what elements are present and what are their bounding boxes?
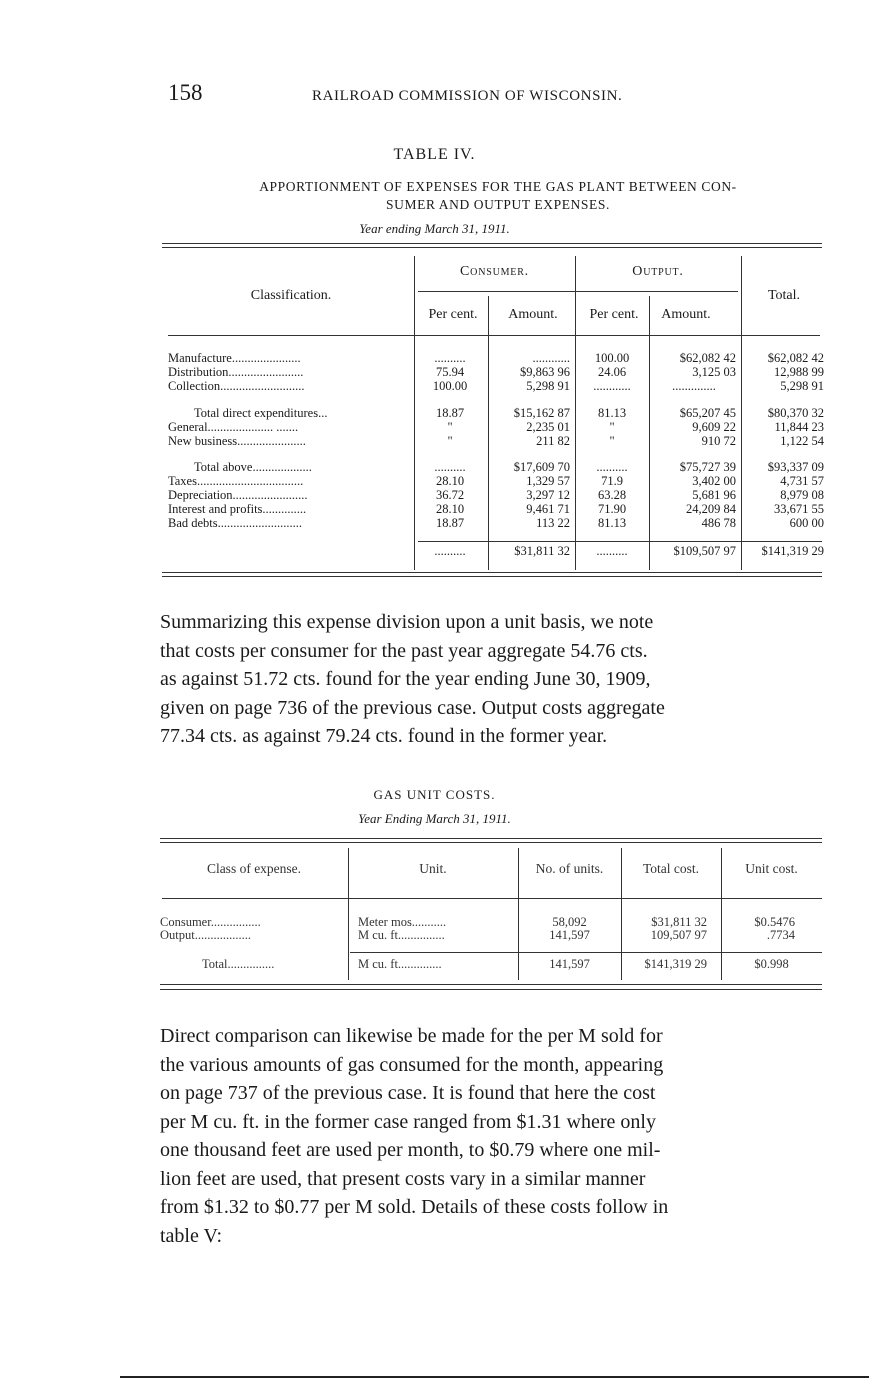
text-line: that costs per consumer for the past year aggregate 54.76 cts. [160,639,648,662]
header-consumer-amount: Amount. [508,307,558,322]
t4-cell: 100.00 [432,379,468,393]
page-edge-line [120,1376,869,1378]
t4-cell: 5,681 96 [692,488,736,502]
text-line: on page 737 of the previous case. It is found that here the cost [160,1082,656,1104]
t4-cell: 24,209 84 [686,502,736,516]
t5-row-total: Total............... [202,957,275,971]
t5-cell: $141,319 29 [644,957,707,971]
t4-cell: 28.10 [435,474,465,488]
t4-total-cell: $141,319 29 [761,544,824,558]
table5-title: GAS UNIT COSTS. [373,787,496,802]
t5-cell: 58,092 [552,915,587,929]
t4-cell: $93,337 09 [767,460,824,474]
t4-cell: 4,731 57 [780,474,824,488]
t4-cell: 75.94 [435,365,465,379]
paragraph-summary [160,608,825,751]
t4-cell: 11,844 23 [774,420,824,434]
t5-header-unit: Unit. [419,861,447,876]
t4-label-depreciation: Depreciation........................ [168,488,308,502]
t4-cell: 113 22 [536,516,570,530]
t4-cell: ............ [593,379,631,393]
t4-cell: 100.00 [594,351,630,365]
header-output: Output. [632,264,684,279]
t4-label-interest: Interest and profits.............. [168,502,307,516]
t4-cell: " [447,434,453,448]
t4-cell: 63.28 [597,488,627,502]
t4-cell: 9,461 71 [526,502,570,516]
table4-caption-line2: SUMER AND OUTPUT EXPENSES. [386,197,610,212]
header-total: Total. [767,288,801,303]
text-line: Summarizing this expense division upon a unit basis, we note [160,611,654,633]
text-line: 77.34 cts. as against 79.24 cts. found in the former year. [160,725,608,747]
t4-cell: 600 00 [789,516,824,530]
header-output-amount: Amount. [661,307,711,322]
t4-cell: 12,988 99 [774,365,824,379]
text-line: Direct comparison can likewise be made for the per M sold for [160,1025,663,1047]
t5-cell: .7734 [766,928,795,942]
t5-cell: M cu. ft............... [358,928,445,942]
t4-cell: .......... [434,460,466,474]
t5-cell: 141,597 [549,957,590,971]
t4-cell: 3,402 00 [692,474,736,488]
t5-row-consumer: Consumer................ [160,915,261,929]
paragraph-comparison [160,1022,817,1250]
t4-cell: 33,671 55 [774,502,824,516]
t4-cell: 211 82 [536,434,570,448]
t4-cell: " [609,434,615,448]
t5-header-units: No. of units. [535,861,604,876]
t4-cell: 81.13 [597,516,627,530]
t4-label-collection: Collection........................... [168,379,305,393]
t4-cell: $65,207 45 [679,406,736,420]
header-classification: Classification. [250,288,332,303]
t5-cell: 141,597 [549,928,590,942]
t4-cell: $9,863 96 [520,365,570,379]
t4-cell: 1,329 57 [526,474,570,488]
t4-cell: .......... [596,460,628,474]
t4-cell: $62,082 42 [679,351,736,365]
t4-cell: $80,370 32 [767,406,824,420]
text-line: given on page 736 of the previous case. Output costs aggregate [160,696,665,719]
table4-title: TABLE IV. [393,146,476,163]
t4-cell: 910 72 [701,434,736,448]
table5-subtitle: Year Ending March 31, 1911. [358,811,511,826]
t4-cell: 18.87 [435,406,465,420]
t5-header-unit-cost: Unit cost. [745,861,798,876]
t4-cell: 3,297 12 [526,488,570,502]
t4-cell: .............. [672,379,716,393]
t4-label-taxes: Taxes.................................. [168,474,304,488]
text-line: as against 51.72 cts. found for the year ending June 30, 1909, [160,668,651,690]
text-line: one thousand feet are used per month, to $0.79 where one mil- [160,1139,661,1161]
t4-cell: " [609,420,615,434]
t4-total-cell: .......... [434,544,466,558]
t4-cell: 81.13 [597,406,627,420]
t4-total-cell: $109,507 97 [673,544,736,558]
t5-header-class: Class of expense. [206,861,302,876]
t4-label-manufacture: Manufacture...................... [168,351,301,365]
t4-cell: $17,609 70 [513,460,570,474]
t5-row-output: Output.................. [160,928,251,942]
t4-cell: ............ [532,351,570,365]
t4-cell: 71.9 [601,474,623,488]
text-line: table V: [160,1224,223,1247]
t4-cell: 28.10 [435,502,465,516]
t4-cell: 1,122 54 [780,434,824,448]
t4-cell: 3,125 03 [692,365,736,379]
t5-header-total-cost: Total cost. [642,861,700,876]
t4-label-distribution: Distribution........................ [168,365,304,379]
t5-cell: $0.5476 [754,915,795,929]
t4-cell: 36.72 [435,488,465,502]
t4-label-total-direct: Total direct expenditures... [194,406,328,420]
t4-cell: 5,298 91 [780,379,824,393]
table4-caption-line1: APPORTIONMENT OF EXPENSES FOR THE GAS PLANT BETWEEN CON- [259,179,737,194]
t4-cell: .......... [434,351,466,365]
running-header: RAILROAD COMMISSION OF WISCONSIN. [312,88,623,104]
t4-cell: 24.06 [597,365,627,379]
table4-subtitle: Year ending March 31, 1911. [359,221,510,236]
t4-cell: 5,298 91 [526,379,570,393]
t4-cell: 18.87 [435,516,465,530]
header-consumer-percent: Per cent. [428,307,478,322]
page-number: 158 [168,80,203,105]
t4-total-cell: $31,811 32 [514,544,570,558]
text-line: from $1.32 to $0.77 per M sold. Details of these costs follow in [160,1196,669,1218]
t4-cell: 2,235 01 [526,420,570,434]
t5-cell: M cu. ft.............. [358,957,442,971]
t4-label-bad-debts: Bad debts........................... [168,516,303,530]
t4-cell: 8,979 08 [780,488,824,502]
t4-label-new-business: New business...................... [168,434,306,448]
t4-total-cell: .......... [596,544,628,558]
t4-label-total-above: Total above................... [194,460,312,474]
t4-cell: $62,082 42 [767,351,824,365]
t4-cell: 71.90 [597,502,627,516]
t5-cell: 109,507 97 [650,928,707,942]
text-line: per M cu. ft. in the former case ranged from $1.31 where only [160,1110,656,1133]
t5-cell: $31,811 32 [651,915,707,929]
t4-cell: " [447,420,453,434]
t4-cell: 486 78 [701,516,736,530]
t5-cell: Meter mos........... [358,915,447,929]
t4-cell: $75,727 39 [679,460,736,474]
t5-cell: $0.998 [754,957,789,971]
text-line: the various amounts of gas consumed for the month, appearing [160,1053,664,1076]
t4-cell: 9,609 22 [692,420,736,434]
t4-label-general: General..................... ....... [168,420,299,434]
t4-cell: $15,162 87 [513,406,570,420]
text-line: lion feet are used, that present costs vary in a similar manner [160,1167,646,1190]
header-consumer: Consumer. [460,264,529,279]
table4-caption [168,178,828,214]
header-output-percent: Per cent. [589,307,639,322]
